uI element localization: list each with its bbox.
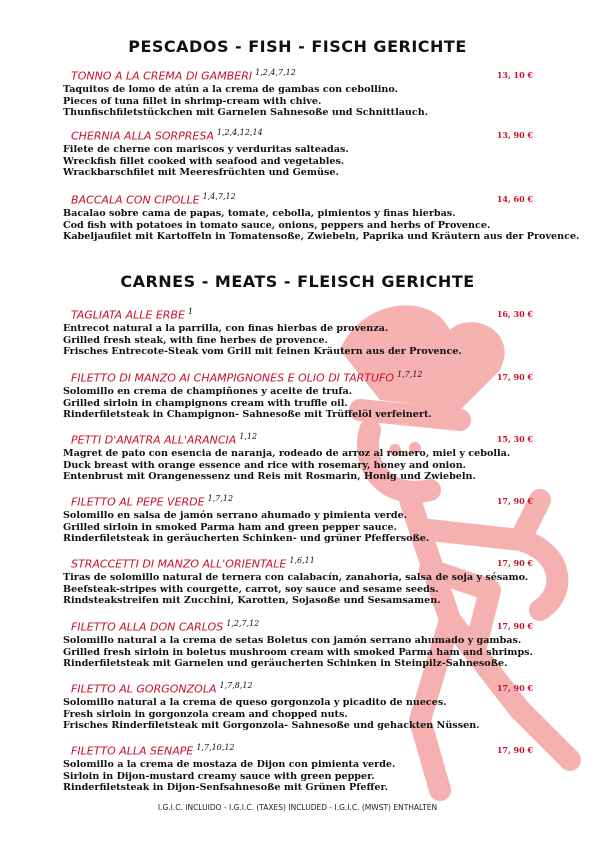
desc-es: Solomillo a la crema de mostaza de Dijon con pimienta verde. bbox=[63, 759, 396, 770]
dish-pepe-verde bbox=[63, 494, 533, 545]
desc-es: Magret de pato con esencia de naranja, rodeado de arroz al romero, miel y cebolla. bbox=[63, 448, 511, 459]
dish-name: TONNO A LA CREMA DI GAMBERI $^{1,2,4,7,12}$ bbox=[71, 68, 296, 83]
desc-es: Filete de cherne con mariscos y verduritas salteadas. bbox=[63, 144, 349, 155]
desc-de: Entenbrust mit Orangenessenz und Reis mit Rosmarin, Honig und Zwiebeln. bbox=[63, 471, 476, 483]
desc-en: Cod fish with potatoes in tomato sauce, onions, peppers and herbs of Provence. bbox=[63, 219, 491, 231]
dish-price: 13, 10 € bbox=[496, 70, 533, 80]
dish-name: FILETTO ALLA SENAPE $^{1,7,10,12}$ bbox=[71, 743, 235, 758]
desc-de: Rinderfiletsteak in Dijon-Senfsahnesoße mit Grünen Pfeffer. bbox=[63, 782, 388, 794]
dish-name: PETTI D'ANATRA ALL'ARANCIA $^{1,12}$ bbox=[71, 432, 258, 447]
desc-en: Beefsteak-stripes with courgette, carrot, soy sauce and sesame seeds. bbox=[63, 583, 439, 595]
dish-price: 17, 90 € bbox=[496, 372, 533, 382]
dish-tagliata bbox=[63, 307, 533, 358]
allergen-codes: 1,4,7,12 bbox=[202, 192, 236, 201]
dish-don-carlos bbox=[63, 619, 533, 670]
allergen-codes: 1,7,12 bbox=[397, 370, 423, 379]
allergen-codes: 1,2,7,12 bbox=[226, 619, 260, 628]
dish-senape bbox=[63, 743, 533, 794]
desc-es: Tiras de solomillo natural de ternera con calabacín, zanahoria, salsa de soja y sésamo. bbox=[63, 572, 529, 583]
desc-es: Solomillo en crema de champiñones y aceite de trufa. bbox=[63, 386, 353, 397]
dish-straccetti bbox=[63, 556, 533, 607]
dish-baccala bbox=[63, 192, 580, 243]
dish-name: FILETTO DI MANZO AI CHAMPIGNONES E OLIO DI TARTUFO $^{1,7,12}$ bbox=[71, 370, 423, 385]
dish-price: 14, 60 € bbox=[496, 194, 533, 204]
dish-price: 13, 90 € bbox=[496, 130, 533, 140]
section-title-meats: CARNES - MEATS - FLEISCH GERICHTE bbox=[120, 272, 475, 291]
dish-name: FILETTO ALLA DON CARLOS $^{1,2,7,12}$ bbox=[71, 619, 260, 634]
allergen-codes: 1,7,8,12 bbox=[219, 681, 253, 690]
chef-figure-icon bbox=[300, 290, 590, 810]
desc-de: Frisches Entrecote-Steak vom Grill mit feinen Kräutern aus der Provence. bbox=[63, 346, 462, 358]
dish-price: 16, 30 € bbox=[496, 309, 533, 319]
desc-es: Bacalao sobre cama de papas, tomate, cebolla, pimientos y finas hierbas. bbox=[63, 208, 456, 219]
dish-price: 15, 30 € bbox=[496, 434, 533, 444]
desc-es: Solomillo en salsa de jamón serrano ahumado y pimienta verde. bbox=[63, 510, 408, 521]
dish-tonno bbox=[63, 68, 533, 119]
dish-name: BACCALA CON CIPOLLE $^{1,4,7,12}$ bbox=[71, 192, 236, 207]
desc-en: Fresh sirloin in gorgonzola cream and chopped nuts. bbox=[63, 708, 348, 720]
desc-en: Grilled sirloin in champignons cream with truffle oil. bbox=[63, 397, 348, 409]
section-title-fish: PESCADOS - FISH - FISCH GERICHTE bbox=[128, 37, 467, 56]
dish-price: 17, 90 € bbox=[496, 496, 533, 506]
allergen-codes: 1 bbox=[187, 307, 193, 316]
desc-de: Rinderfiletsteak in Champignon- Sahnesoße mit Trüffelöl verfeinert. bbox=[63, 409, 432, 421]
dish-name: FILETTO AL PEPE VERDE $^{1,7,12}$ bbox=[71, 494, 234, 509]
desc-en: Pieces of tuna fillet in shrimp-cream with chive. bbox=[63, 95, 322, 107]
allergen-codes: 1,2,4,12,14 bbox=[216, 128, 263, 137]
desc-en: Sirloin in Dijon-mustard creamy sauce with green pepper. bbox=[63, 770, 375, 782]
desc-es: Taquitos de lomo de atún a la crema de gambas con cebollino. bbox=[63, 84, 398, 95]
desc-de: Frisches Rinderfiletsteak mit Gorgonzola- Sahnesoße und gehackten Nüssen. bbox=[63, 720, 480, 732]
dish-price: 17, 90 € bbox=[496, 683, 533, 693]
desc-en: Wreckfish fillet cooked with seafood and vegetables. bbox=[63, 155, 345, 167]
allergen-codes: 1,12 bbox=[239, 432, 258, 441]
desc-es: Entrecot natural a la parrilla, con finas hierbas de provenza. bbox=[63, 323, 389, 334]
dish-price: 17, 90 € bbox=[496, 558, 533, 568]
desc-de: Rinderfiletsteak in geräucherten Schinken- und grüner Pfeffersoße. bbox=[63, 533, 430, 545]
dish-chernia bbox=[63, 128, 533, 179]
desc-en: Grilled fresh sirloin in boletus mushroom cream with smoked Parma ham and shrimps. bbox=[63, 646, 533, 658]
desc-de: Thunfischfiletstückchen mit Garnelen Sahnesoße und Schnittlauch. bbox=[63, 107, 429, 119]
dish-price: 17, 90 € bbox=[496, 621, 533, 631]
dish-gorgonzola bbox=[63, 681, 533, 732]
desc-en: Grilled sirloin in smoked Parma ham and green pepper sauce. bbox=[63, 521, 397, 533]
allergen-codes: 1,6,11 bbox=[289, 556, 315, 565]
dish-name: CHERNIA ALLA SORPRESA $^{1,2,4,12,14}$ bbox=[71, 128, 263, 143]
desc-de: Rindsteakstreifen mit Zucchini, Karotten, Sojasoße und Sesamsamen. bbox=[63, 595, 441, 607]
desc-de: Rinderfiletsteak mit Garnelen und geräucherten Schinken in Steinpilz-Sahnesoße. bbox=[63, 658, 508, 670]
desc-en: Grilled fresh steak, with fine herbes de provence. bbox=[63, 334, 328, 346]
dish-name: STRACCETTI DI MANZO ALL'ORIENTALE $^{1,6,11}$ bbox=[71, 556, 315, 571]
allergen-codes: 1,2,4,7,12 bbox=[255, 68, 296, 77]
dish-name: FILETTO AL GORGONZOLA $^{1,7,8,12}$ bbox=[71, 681, 253, 696]
tax-footer: I.G.I.C. INCLUIDO - I.G.I.C. (TAXES) INCLUDED - I.G.I.C. (MWST) ENTHALTEN bbox=[157, 803, 438, 812]
dish-name: TAGLIATA ALLE ERBE $^1$ bbox=[71, 307, 193, 322]
dish-petti-anatra bbox=[63, 432, 533, 483]
allergen-codes: 1,7,10,12 bbox=[196, 743, 235, 752]
dish-filetto-champignones bbox=[63, 370, 533, 421]
dish-price: 17, 90 € bbox=[496, 745, 533, 755]
desc-es: Solomillo natural a la crema de queso gorgonzola y picadito de nueces. bbox=[63, 697, 447, 708]
desc-es: Solomillo natural a la crema de setas Boletus con jamón serrano ahumado y gambas. bbox=[63, 635, 522, 646]
desc-en: Duck breast with orange essence and rice with rosemary, honey and onion. bbox=[63, 459, 467, 471]
allergen-codes: 1,7,12 bbox=[207, 494, 234, 503]
desc-de: Kabeljaufilet mit Kartoffeln in Tomatensoße, Zwiebeln, Paprika und Kräutern aus der Provence. bbox=[63, 231, 580, 243]
desc-de: Wrackbarschfilet mit Meeresfrüchten und Gemüse. bbox=[63, 167, 339, 179]
